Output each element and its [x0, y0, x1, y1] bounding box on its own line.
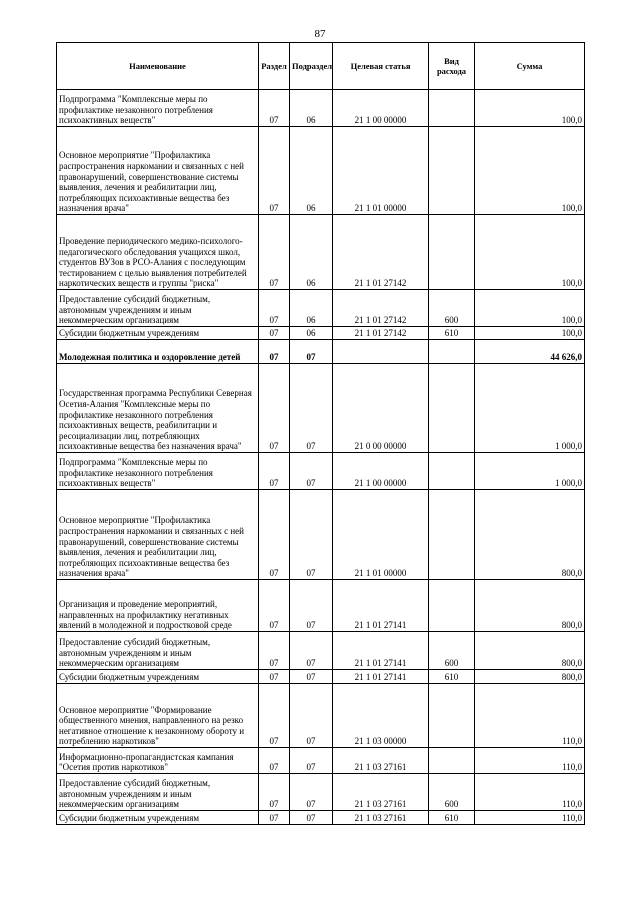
cell-section: 07 — [259, 127, 290, 215]
cell-sum: 100,0 — [475, 327, 585, 340]
cell-name: Подпрограмма "Комплексные меры по профилактике незаконного потребления психоактивных веществ" — [57, 90, 259, 127]
cell-article: 21 1 00 00000 — [333, 453, 429, 490]
cell-expense-type — [429, 90, 475, 127]
table-row — [57, 127, 585, 215]
cell-sum: 1 000,0 — [475, 364, 585, 453]
cell-section: 07 — [259, 774, 290, 811]
cell-section: 07 — [259, 748, 290, 774]
table-row — [57, 580, 585, 632]
cell-article — [333, 340, 429, 364]
cell-section: 07 — [259, 290, 290, 327]
cell-subsection: 07 — [290, 580, 333, 632]
cell-sum: 800,0 — [475, 490, 585, 580]
cell-section: 07 — [259, 364, 290, 453]
cell-sum: 800,0 — [475, 580, 585, 632]
cell-section: 07 — [259, 811, 290, 825]
cell-expense-type — [429, 748, 475, 774]
cell-expense-type — [429, 490, 475, 580]
cell-subsection: 07 — [290, 811, 333, 825]
cell-article: 21 1 01 27142 — [333, 290, 429, 327]
cell-sum: 110,0 — [475, 684, 585, 748]
cell-sum: 100,0 — [475, 215, 585, 290]
cell-name: Основное мероприятие "Профилактика распространения наркомании и связанных с ней правонарушений, совершенствование системы выявления, лечения и реабилитации лиц, потребляющих психоактивные вещества без назначения врача" — [57, 127, 259, 215]
table-row — [57, 327, 585, 340]
cell-section: 07 — [259, 490, 290, 580]
cell-subsection: 07 — [290, 670, 333, 684]
cell-article: 21 1 03 27161 — [333, 774, 429, 811]
column-header-expense-type: Вид расхода — [429, 43, 475, 90]
cell-section: 07 — [259, 90, 290, 127]
cell-subsection: 07 — [290, 340, 333, 364]
cell-subsection: 07 — [290, 364, 333, 453]
cell-name: Проведение периодического медико-психолого-педагогического обследования учащихся школ, студентов ВУЗов в РСО-Алания с последующим тестированием с целью выявления потребителей наркотических веществ и группы "риска" — [57, 215, 259, 290]
cell-expense-type: 600 — [429, 774, 475, 811]
cell-name: Государственная программа Республики Северная Осетия-Алания "Комплексные меры по профилактике незаконного потребления психоактивных веществ, реабилитации и ресоциализации лиц, потребляющих психоактивные вещества без назначения врача" — [57, 364, 259, 453]
cell-article: 21 1 03 27161 — [333, 811, 429, 825]
cell-name: Субсидии бюджетным учреждениям — [57, 327, 259, 340]
column-header-article: Целевая статья — [333, 43, 429, 90]
cell-sum: 100,0 — [475, 127, 585, 215]
cell-article: 21 1 03 00000 — [333, 684, 429, 748]
cell-section: 07 — [259, 215, 290, 290]
cell-expense-type: 610 — [429, 811, 475, 825]
cell-name: Субсидии бюджетным учреждениям — [57, 811, 259, 825]
cell-sum: 800,0 — [475, 670, 585, 684]
table-row — [57, 90, 585, 127]
cell-article: 21 1 01 00000 — [333, 490, 429, 580]
cell-subsection: 06 — [290, 127, 333, 215]
cell-subsection: 06 — [290, 90, 333, 127]
cell-section: 07 — [259, 453, 290, 490]
table-row — [57, 632, 585, 670]
cell-expense-type: 610 — [429, 670, 475, 684]
cell-name: Организация и проведение мероприятий, направленных на профилактику негативных явлений в молодежной и подростковой среде — [57, 580, 259, 632]
cell-subsection: 07 — [290, 748, 333, 774]
cell-name: Предоставление субсидий бюджетным, автономным учреждениям и иным некоммерческим организациям — [57, 632, 259, 670]
table-row — [57, 748, 585, 774]
cell-sum: 110,0 — [475, 748, 585, 774]
cell-section: 07 — [259, 684, 290, 748]
cell-article: 21 1 01 27142 — [333, 215, 429, 290]
cell-name: Информационно-пропагандистская кампания "Осетия против наркотиков" — [57, 748, 259, 774]
cell-name: Предоставление субсидий бюджетным, автономным учреждениям и иным некоммерческим организациям — [57, 774, 259, 811]
page-number: 87 — [314, 28, 326, 40]
cell-article: 21 1 03 27161 — [333, 748, 429, 774]
cell-expense-type — [429, 364, 475, 453]
table-row — [57, 290, 585, 327]
cell-article: 21 1 00 00000 — [333, 90, 429, 127]
cell-expense-type: 600 — [429, 632, 475, 670]
column-header-name: Наименование — [57, 43, 259, 90]
cell-section: 07 — [259, 327, 290, 340]
cell-expense-type: 610 — [429, 327, 475, 340]
cell-name: Молодежная политика и оздоровление детей — [57, 340, 259, 364]
cell-name: Субсидии бюджетным учреждениям — [57, 670, 259, 684]
table-row — [57, 340, 585, 364]
cell-subsection: 06 — [290, 215, 333, 290]
column-header-subsection: Подраздел — [290, 43, 333, 90]
table-row — [57, 670, 585, 684]
budget-table — [56, 42, 585, 825]
table-body — [57, 90, 585, 825]
cell-sum: 800,0 — [475, 632, 585, 670]
cell-article: 21 1 01 27141 — [333, 670, 429, 684]
cell-article: 21 1 01 27142 — [333, 327, 429, 340]
cell-expense-type — [429, 340, 475, 364]
cell-expense-type — [429, 684, 475, 748]
table-row — [57, 811, 585, 825]
cell-sum: 110,0 — [475, 774, 585, 811]
cell-sum: 44 626,0 — [475, 340, 585, 364]
cell-sum: 100,0 — [475, 290, 585, 327]
cell-article: 21 1 01 27141 — [333, 580, 429, 632]
cell-article: 21 1 01 27141 — [333, 632, 429, 670]
cell-subsection: 07 — [290, 490, 333, 580]
cell-expense-type: 600 — [429, 290, 475, 327]
table-row — [57, 684, 585, 748]
cell-subsection: 07 — [290, 453, 333, 490]
cell-expense-type — [429, 453, 475, 490]
table-header-row — [57, 43, 585, 90]
cell-section: 07 — [259, 340, 290, 364]
cell-section: 07 — [259, 670, 290, 684]
cell-subsection: 06 — [290, 327, 333, 340]
cell-article: 21 1 01 00000 — [333, 127, 429, 215]
cell-subsection: 06 — [290, 290, 333, 327]
cell-sum: 100,0 — [475, 90, 585, 127]
cell-section: 07 — [259, 632, 290, 670]
cell-name: Предоставление субсидий бюджетным, автономным учреждениям и иным некоммерческим организациям — [57, 290, 259, 327]
column-header-section: Раздел — [259, 43, 290, 90]
cell-name: Основное мероприятие "Профилактика распространения наркомании и связанных с ней правонарушений, совершенствование системы выявления, лечения и реабилитации лиц, потребляющих психоактивные вещества без назначения врача" — [57, 490, 259, 580]
cell-subsection: 07 — [290, 774, 333, 811]
table-row — [57, 774, 585, 811]
cell-section: 07 — [259, 580, 290, 632]
cell-article: 21 0 00 00000 — [333, 364, 429, 453]
cell-expense-type — [429, 215, 475, 290]
table-row — [57, 453, 585, 490]
table-row — [57, 490, 585, 580]
cell-subsection: 07 — [290, 632, 333, 670]
column-header-sum: Сумма — [475, 43, 585, 90]
cell-sum: 1 000,0 — [475, 453, 585, 490]
cell-name: Основное мероприятие "Формирование общественного мнения, направленного на резко негативное отношение к незаконному обороту и потреблению наркотиков" — [57, 684, 259, 748]
table-row — [57, 215, 585, 290]
table-row — [57, 364, 585, 453]
cell-expense-type — [429, 580, 475, 632]
cell-sum: 110,0 — [475, 811, 585, 825]
cell-subsection: 07 — [290, 684, 333, 748]
cell-expense-type — [429, 127, 475, 215]
cell-name: Подпрограмма "Комплексные меры по профилактике незаконного потребления психоактивных веществ" — [57, 453, 259, 490]
